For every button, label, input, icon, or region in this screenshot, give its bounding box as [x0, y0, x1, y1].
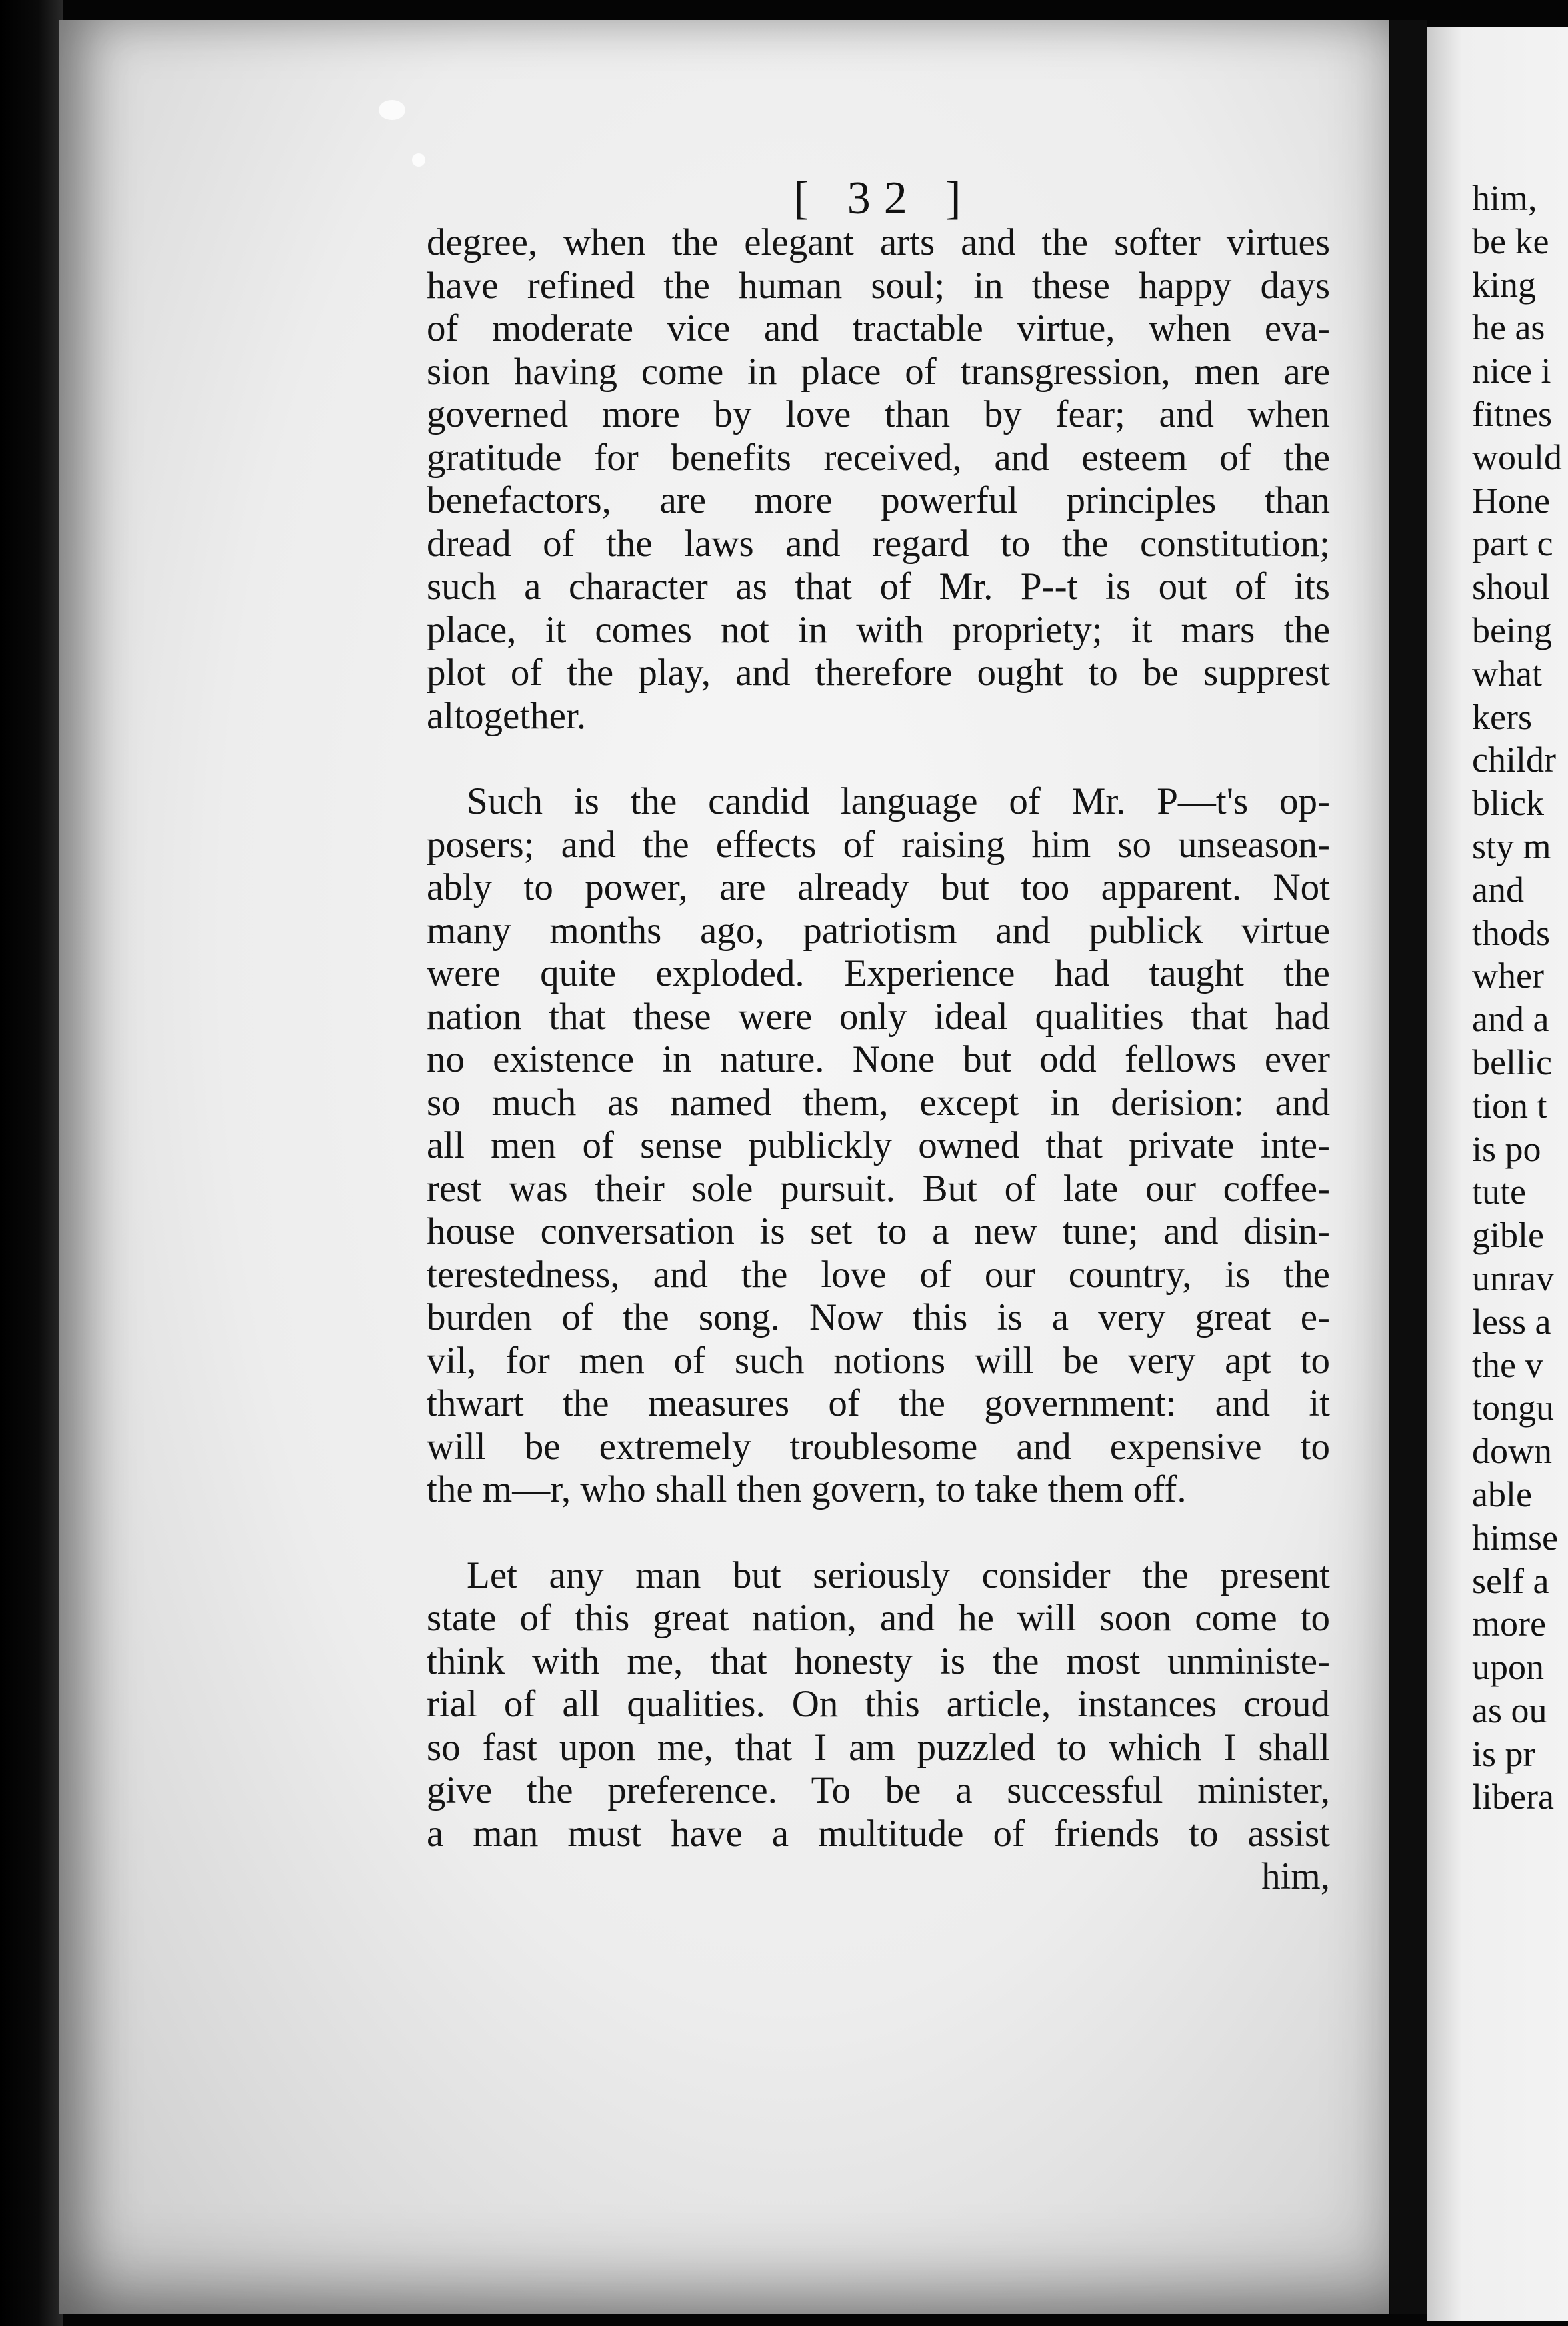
text-line: dread of the laws and regard to the constitution; [427, 522, 1330, 565]
facing-text-line: childr [1472, 740, 1556, 780]
facing-text-line: king [1472, 264, 1537, 305]
text-line: plot of the play, and therefore ought to be supprest [427, 652, 1330, 694]
facing-text-line: be ke [1472, 221, 1549, 261]
facing-text-line: is po [1472, 1128, 1541, 1169]
text-line: house conversation is set to a new tune; and disin- [427, 1210, 1330, 1252]
facing-text-line: Hone [1472, 480, 1550, 521]
text-line: such a character as that of Mr. P--t is out of its [427, 565, 1330, 608]
text-line: Let any man but seriously consider the present [467, 1554, 1330, 1596]
text-line: a man must have a multitude of friends to assist [427, 1812, 1330, 1855]
facing-text-line: blick [1472, 783, 1544, 824]
facing-text-line: being [1472, 610, 1552, 650]
text-line: no existence in nature. None but odd fellows ever [427, 1038, 1330, 1080]
facing-text-line: he as [1472, 307, 1545, 348]
facing-text-line: able [1472, 1474, 1532, 1514]
paragraph-gap [427, 738, 1330, 780]
facing-text-line: kers [1472, 696, 1532, 737]
page-scuff [412, 153, 425, 167]
text-line: state of this great nation, and he will soon come to [427, 1597, 1330, 1639]
facing-text-line: libera [1472, 1777, 1554, 1817]
facing-text-line: wher [1472, 956, 1544, 996]
facing-text-line: tute [1472, 1172, 1526, 1212]
text-line: governed more by love than by fear; and when [427, 393, 1330, 435]
facing-text-line: less a [1472, 1301, 1551, 1342]
text-line: rest was their sole pursuit. But of late our coffee- [427, 1167, 1330, 1210]
text-line: vil, for men of such notions will be very apt to [427, 1339, 1330, 1382]
text-line: so much as named them, except in derision: and [427, 1081, 1330, 1124]
text-line: benefactors, are more powerful principles than [427, 479, 1330, 521]
facing-text-line: is pr [1472, 1733, 1535, 1774]
facing-text-line: part c [1472, 523, 1553, 564]
catchword: him, [1261, 1855, 1330, 1897]
facing-text-line: fitnes [1472, 393, 1552, 434]
facing-text-line: and a [1472, 999, 1549, 1040]
text-line: degree, when the elegant arts and the softer virtues [427, 221, 1330, 263]
text-line: Such is the candid language of Mr. P—t's op- [467, 780, 1330, 822]
text-line: altogether. [427, 694, 586, 737]
text-line: terestedness, and the love of our country, is the [427, 1253, 1330, 1296]
text-line: many months ago, patriotism and publick virtue [427, 909, 1330, 952]
facing-text-line: tongu [1472, 1388, 1555, 1428]
text-line: posers; and the effects of raising him so unseason- [427, 823, 1330, 866]
paragraph-1 [427, 221, 1330, 738]
page-number: [ 32 ] [793, 173, 975, 224]
facing-text-line: what [1472, 653, 1542, 694]
text-line: of moderate vice and tractable virtue, when eva- [427, 307, 1330, 349]
facing-text-line: and [1472, 869, 1524, 910]
facing-text-line: himse [1472, 1517, 1558, 1558]
facing-text-line: him, [1472, 178, 1537, 218]
facing-text-line: unrav [1472, 1258, 1554, 1298]
facing-text-line: gible [1472, 1215, 1544, 1256]
book-spine [0, 0, 63, 2326]
text-line: the m—r, who shall then govern, to take them off. [427, 1468, 1187, 1510]
paragraph-2 [427, 780, 1330, 1512]
text-line: thwart the measures of the government: and it [427, 1382, 1330, 1424]
text-line: nation that these were only ideal qualities that had [427, 995, 1330, 1038]
text-line: will be extremely troublesome and expensive to [427, 1425, 1330, 1468]
text-line: all men of sense publickly owned that private inte- [427, 1124, 1330, 1166]
facing-text-line: more [1472, 1604, 1546, 1644]
text-line: so fast upon me, that I am puzzled to which I shall [427, 1726, 1330, 1769]
facing-text-line: tion t [1472, 1085, 1547, 1126]
facing-text-line: sty m [1472, 826, 1551, 866]
facing-text-line: upon [1472, 1647, 1544, 1688]
text-line: have refined the human soul; in these happy days [427, 264, 1330, 307]
facing-text-line: nice i [1472, 351, 1551, 391]
facing-text-line: thods [1472, 912, 1551, 953]
page-edge [1390, 20, 1427, 2314]
facing-page-text [1472, 177, 1562, 1819]
text-line: rial of all qualities. On this article, instances croud [427, 1683, 1330, 1725]
paragraph-3 [427, 1554, 1330, 1899]
facing-text-line: bellic [1472, 1042, 1552, 1082]
paragraph-gap [427, 1512, 1330, 1554]
facing-text-line: the v [1472, 1344, 1543, 1385]
facing-text-line: as ou [1472, 1690, 1547, 1730]
text-line: sion having come in place of transgression, men are [427, 350, 1330, 393]
text-line: ably to power, are already but too apparent. Not [427, 866, 1330, 908]
text-line: were quite exploded. Experience had taught the [427, 952, 1330, 994]
text-line: think with me, that honesty is the most unministe- [427, 1640, 1330, 1682]
facing-page [1427, 27, 1568, 2321]
facing-text-line: down [1472, 1431, 1552, 1472]
facing-text-line: shoul [1472, 567, 1551, 608]
facing-text-line: would [1472, 437, 1562, 477]
text-line: place, it comes not in with propriety; it mars the [427, 608, 1330, 651]
text-line: give the preference. To be a successful minister, [427, 1769, 1330, 1811]
page-scuff [379, 100, 405, 120]
page-body [427, 221, 1330, 1899]
text-line: gratitude for benefits received, and esteem of the [427, 436, 1330, 479]
text-line: burden of the song. Now this is a very great e- [427, 1296, 1330, 1338]
facing-text-line: self a [1472, 1560, 1549, 1601]
